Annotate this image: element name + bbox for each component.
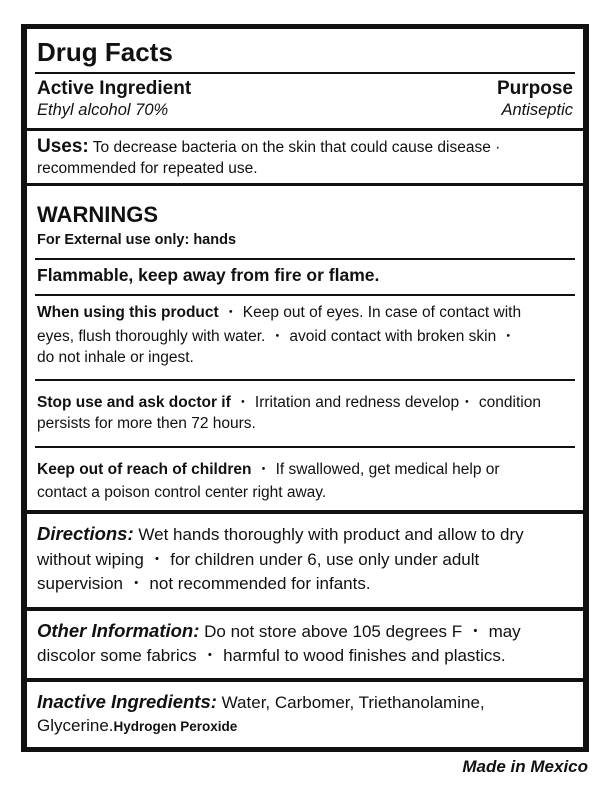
- when-using-text-1: ・ Keep out of eyes. In case of contact with: [223, 304, 522, 321]
- uses-label: Uses:: [37, 136, 89, 157]
- warnings-box: [27, 186, 583, 510]
- inactive-text-2: Glycerine.: [37, 716, 114, 735]
- purpose-header: Purpose: [496, 78, 573, 99]
- other-info-text-1: Do not store above 105 degrees F ・ may: [204, 622, 521, 641]
- other-info-line-1: [37, 619, 521, 644]
- warnings-divider-1: [35, 258, 575, 260]
- inactive-text-1: Water, Carbomer, Triethanolamine,: [221, 693, 485, 712]
- when-using-label: When using this product: [37, 304, 219, 321]
- directions-line-1: [37, 522, 524, 547]
- uses-line-1: [37, 136, 500, 159]
- keep-out-text-1: ・ If swallowed, get medical help or: [255, 461, 500, 478]
- inactive-addition: Hydrogen Peroxide: [113, 719, 238, 734]
- directions-text-1: Wet hands thoroughly with product and allow to dry: [138, 525, 524, 544]
- uses-box: [27, 131, 583, 183]
- when-using-line-1: [37, 302, 521, 324]
- other-info-label: Other Information:: [37, 620, 200, 641]
- drug-facts-header-box: [27, 29, 583, 128]
- drug-facts-panel: [21, 24, 589, 752]
- keep-out-text-2: contact a poison control center right away.: [37, 484, 327, 501]
- stop-use-text-2: persists for more then 72 hours.: [37, 415, 256, 432]
- title-divider: [35, 72, 575, 74]
- uses-text-1: To decrease bacteria on the skin that could cause disease ·: [92, 139, 501, 156]
- made-in-label: Made in Mexico: [462, 757, 588, 776]
- stop-use-label: Stop use and ask doctor if: [37, 394, 231, 411]
- active-ingredient-header: Active Ingredient: [37, 78, 192, 99]
- active-ingredient-value: Ethyl alcohol 70%: [37, 101, 169, 119]
- when-using-text-2: eyes, flush thoroughly with water. ・ avoid contact with broken skin ・: [37, 328, 517, 345]
- directions-box: [27, 514, 583, 607]
- when-using-text-3: do not inhale or ingest.: [37, 349, 194, 366]
- warnings-divider-2: [35, 294, 575, 296]
- warnings-divider-4: [35, 446, 575, 448]
- other-info-text-2: discolor some fabrics ・ harmful to wood finishes and plastics.: [37, 646, 506, 665]
- keep-out-label: Keep out of reach of children: [37, 461, 252, 478]
- other-information-box: [27, 611, 583, 678]
- inactive-label: Inactive Ingredients:: [37, 691, 217, 712]
- warnings-divider-3: [35, 379, 575, 381]
- inactive-ingredients-box: [27, 682, 583, 747]
- directions-text-3: supervision ・ not recommended for infants.: [37, 574, 371, 593]
- directions-text-2: without wiping ・ for children under 6, use only under adult: [37, 550, 480, 569]
- keep-out-line-1: [37, 459, 500, 481]
- external-use-text: For External use only: hands: [37, 232, 237, 248]
- purpose-value: Antiseptic: [501, 101, 573, 119]
- stop-use-text-1: ・ Irritation and redness develop・ condition: [235, 394, 541, 411]
- warnings-title: WARNINGS: [37, 202, 158, 227]
- drug-facts-title: Drug Facts: [37, 37, 173, 67]
- inactive-line-2: [37, 714, 237, 739]
- inactive-line-1: [37, 690, 485, 715]
- directions-label: Directions:: [37, 523, 134, 544]
- uses-text-2: recommended for repeated use.: [37, 160, 258, 177]
- stop-use-line-1: [37, 392, 541, 414]
- flammable-warning: Flammable, keep away from fire or flame.: [37, 265, 380, 285]
